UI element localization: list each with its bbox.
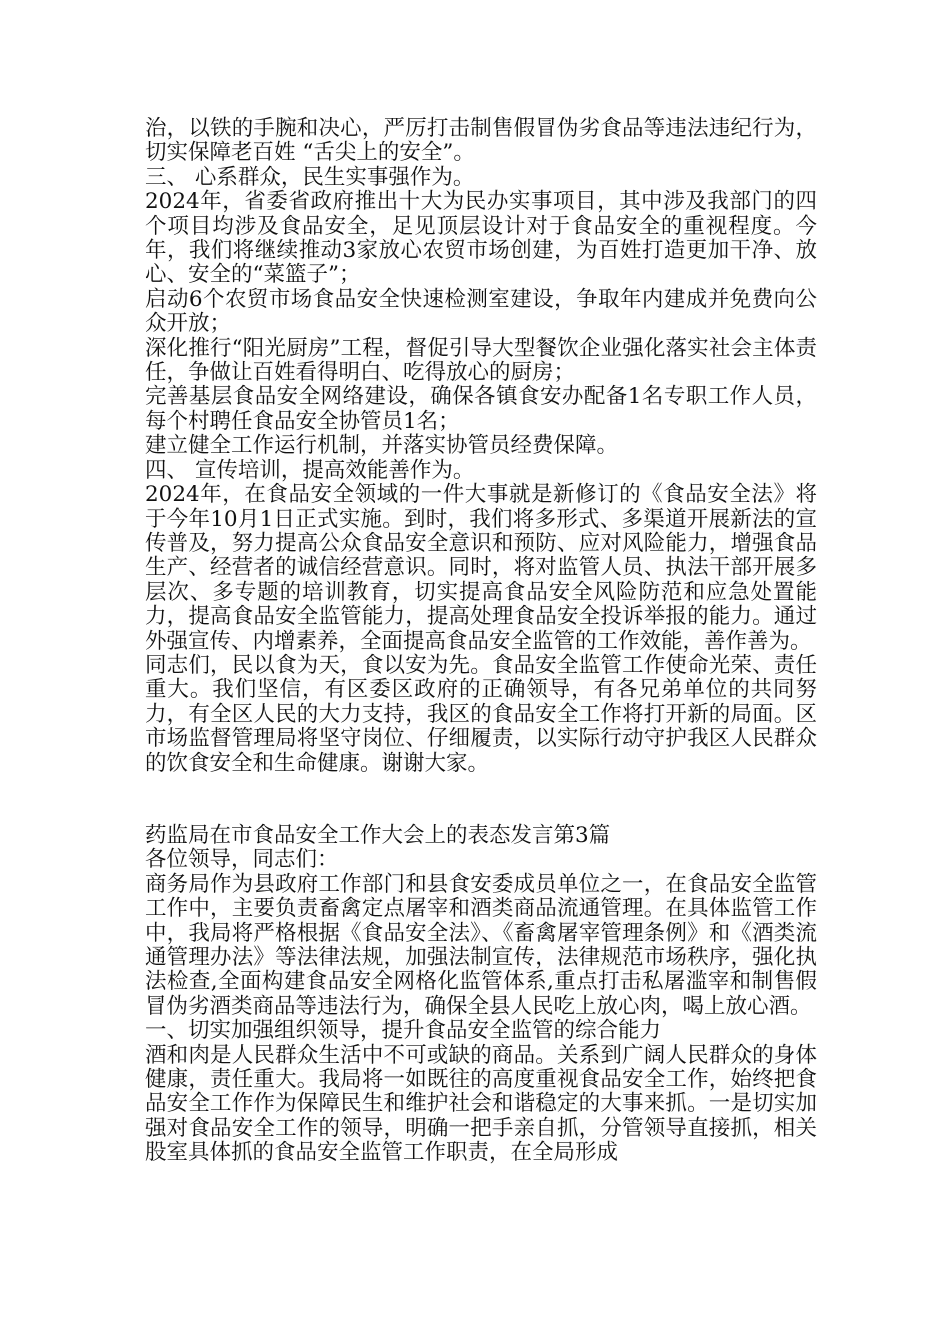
article-title: 药监局在市食品安全工作大会上的表态发言第3篇 [145,822,611,848]
paragraph: 启动6个农贸市场食品安全快速检测室建设，争取年内建成并免费向公众开放； [145,286,817,337]
section-heading-one: 一、切实加强组织领导，提升食品安全监管的综合能力 [145,1018,662,1044]
paragraph: 2024年，在食品安全领域的一件大事就是新修订的《食品安全法》将于今年10月1日正式实施。到时，我们将多形式、多渠道开展新法的宣传普及，努力提高公众食品安全意识和预防、应对风险能力，增强食品生产、经营者的诚信经营意识。同时，将对监管人员、执法干部开展多层次、多专题的培训教育，切实提高食品安全风险防范和应急处置能力，提高食品安全监管能力，提高处理食品安全投诉举报的能力。通过外强宣传、内增素养，全面提高食品安全监管的工作效能，善作善为。 [145,482,817,654]
paragraph: 建立健全工作运行机制，并落实协管员经费保障。 [145,433,619,459]
paragraph: 酒和肉是人民群众生活中不可或缺的商品。关系到广阔人民群众的身体健康，责任重大。我局将一如既往的高度重视食品安全工作，始终把食品安全工作作为保障民生和维护社会和谐稳定的大事来抓。一是切实加强对食品安全工作的领导，明确一把手亲自抓，分管领导直接抓，相关股室具体抓的食品安全监管工作职责，在全局形成 [145,1042,817,1166]
section-heading-three: 三、 心系群众，民生实事强作为。 [145,164,475,190]
paragraph: 治，以铁的手腕和决心，严厉打击制售假冒伪劣食品等违法违纪行为，切实保障老百姓 “舌尖上的安全”。 [145,116,817,166]
paragraph: 2024年，省委省政府推出十大为民办实事项目，其中涉及我部门的四个项目均涉及食品安全，足见顶层设计对于食品安全的重视程度。今年，我们将继续推动3家放心农贸市场创建，为百姓打造更加干净、放心、安全的“菜篮子”； [145,189,817,288]
salutation: 各位领导，同志们： [145,847,339,873]
document-page [145,117,817,1166]
section-part2 [145,824,817,1166]
paragraph: 同志们，民以食为天，食以安为先。食品安全监管工作使命光荣、责任重大。我们坚信，有区委区政府的正确领导，有各兄弟单位的共同努力，有全区人民的大力支持，我区的食品安全工作将打开新的局面。区市场监督管理局将坚守岗位、仔细履责，以实际行动守护我区人民群众的饮食安全和生命健康。谢谢大家。 [145,652,817,776]
paragraph: 完善基层食品安全网络建设，确保各镇食安办配备1名专职工作人员，每个村聘任食品安全协管员1名； [145,384,817,434]
paragraph-gap [145,776,817,824]
paragraph: 商务局作为县政府工作部门和县食安委成员单位之一，在食品安全监管工作中，主要负责畜禽定点屠宰和酒类商品流通管理。在具体监管工作中，我局将严格根据《食品安全法》、《畜禽屠宰管理条例》和《酒类流通管理办法》等法律法规，加强法制宣传，法律规范市场秩序，强化执法检查,全面构建食品安全网格化监管体系,重点打击私屠滥宰和制售假冒伪劣酒类商品等违法行为，确保全县人民吃上放心肉，喝上放心酒。 [145,871,817,1019]
section-heading-four: 四、 宣传培训，提高效能善作为。 [145,457,475,483]
section-part1 [145,117,817,776]
paragraph: 深化推行“阳光厨房”工程，督促引导大型餐饮企业强化落实社会主体责任，争做让百姓看得明白、吃得放心的厨房； [145,335,817,386]
